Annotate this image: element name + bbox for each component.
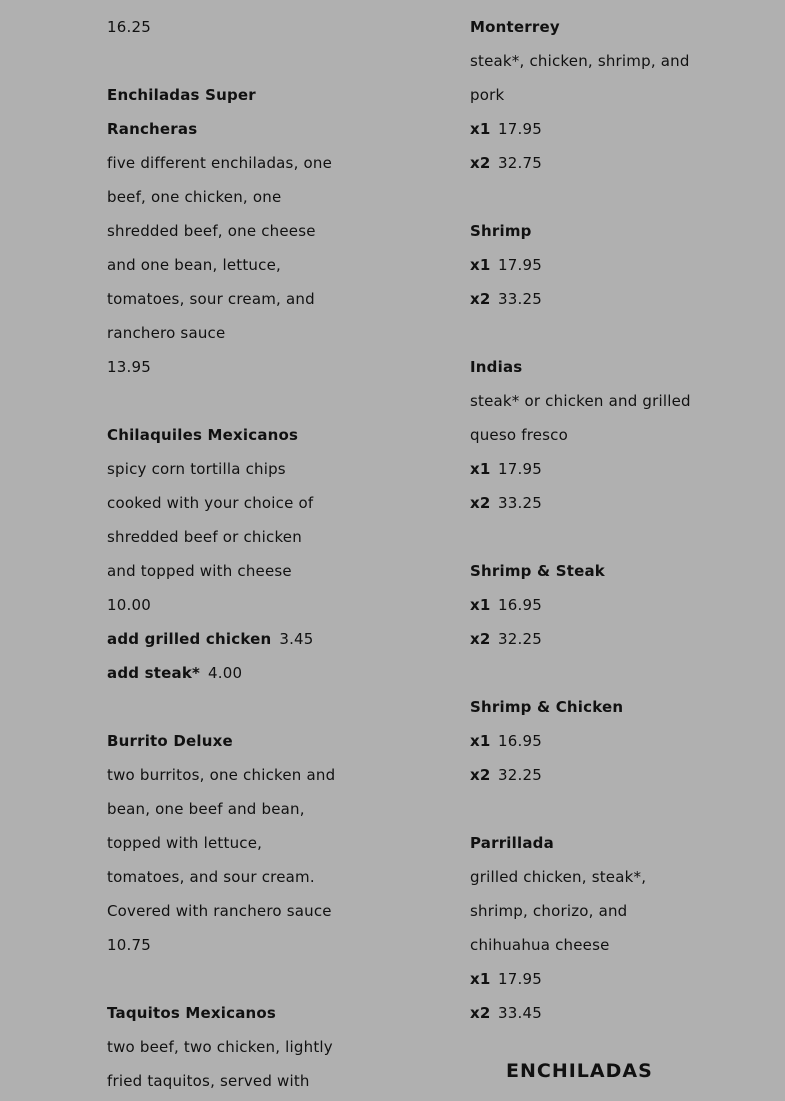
item-description: bean, one beef and bean, xyxy=(107,800,305,818)
addon-price: 3.45 xyxy=(279,630,314,648)
price-row xyxy=(470,724,685,758)
quantity-label: x1 xyxy=(470,256,491,274)
item-price: 16.25 xyxy=(107,18,151,36)
quantity-label: x1 xyxy=(470,596,491,614)
item-name: Indias xyxy=(470,358,523,376)
item-description: chihuahua cheese xyxy=(470,936,610,954)
item-name: Shrimp xyxy=(470,222,532,240)
item-price: 10.75 xyxy=(107,936,151,954)
quantity-label: x2 xyxy=(470,290,491,308)
item-description: shredded beef or chicken xyxy=(107,528,302,546)
price-row xyxy=(470,452,685,486)
price-row xyxy=(470,996,685,1030)
price-row xyxy=(470,588,685,622)
menu-right-column xyxy=(470,10,691,1030)
price: 16.95 xyxy=(498,596,542,614)
item-description: fried taquitos, served with xyxy=(107,1072,310,1090)
section-heading: ENCHILADAS xyxy=(506,1060,653,1082)
price-row xyxy=(470,962,685,996)
price: 17.95 xyxy=(498,460,542,478)
item-description: cooked with your choice of xyxy=(107,494,314,512)
item-price: 10.00 xyxy=(107,596,151,614)
addon-label: add steak* xyxy=(107,664,201,682)
price: 17.95 xyxy=(498,120,542,138)
quantity-label: x2 xyxy=(470,766,491,784)
item-name: Enchiladas Super xyxy=(107,86,256,104)
item-description: two beef, two chicken, lightly xyxy=(107,1038,333,1056)
price: 32.25 xyxy=(498,630,542,648)
quantity-label: x2 xyxy=(470,1004,491,1022)
item-description: shredded beef, one cheese xyxy=(107,222,316,240)
addon-label: add grilled chicken xyxy=(107,630,272,648)
price: 33.25 xyxy=(498,494,542,512)
price: 17.95 xyxy=(498,970,542,988)
item-description: tomatoes, sour cream, and xyxy=(107,290,315,308)
item-description: topped with lettuce, xyxy=(107,834,263,852)
price: 32.25 xyxy=(498,766,542,784)
item-name: Chilaquiles Mexicanos xyxy=(107,426,299,444)
item-price: 13.95 xyxy=(107,358,151,376)
item-name: Taquitos Mexicanos xyxy=(107,1004,277,1022)
item-description: five different enchiladas, one xyxy=(107,154,333,172)
price: 17.95 xyxy=(498,256,542,274)
item-description: pork xyxy=(470,86,505,104)
addon-row xyxy=(107,622,327,656)
item-description: two burritos, one chicken and xyxy=(107,766,336,784)
quantity-label: x2 xyxy=(470,630,491,648)
item-name: Rancheras xyxy=(107,120,198,138)
addon-row xyxy=(107,656,327,690)
item-name: Burrito Deluxe xyxy=(107,732,233,750)
item-description: and topped with cheese xyxy=(107,562,292,580)
item-description: ranchero sauce xyxy=(107,324,226,342)
quantity-label: x1 xyxy=(470,732,491,750)
quantity-label: x1 xyxy=(470,120,491,138)
quantity-label: x1 xyxy=(470,460,491,478)
item-name: Monterrey xyxy=(470,18,560,36)
price: 16.95 xyxy=(498,732,542,750)
item-description: steak* or chicken and grilled xyxy=(470,392,691,410)
item-description: and one bean, lettuce, xyxy=(107,256,281,274)
item-name: Shrimp & Chicken xyxy=(470,698,624,716)
item-name: Shrimp & Steak xyxy=(470,562,605,580)
price-row xyxy=(470,146,685,180)
item-description: tomatoes, and sour cream. xyxy=(107,868,315,886)
quantity-label: x1 xyxy=(470,970,491,988)
item-description: shrimp, chorizo, and xyxy=(470,902,628,920)
item-description: beef, one chicken, one xyxy=(107,188,282,206)
item-description: steak*, chicken, shrimp, and xyxy=(470,52,690,70)
item-description: grilled chicken, steak*, xyxy=(470,868,647,886)
addon-price: 4.00 xyxy=(208,664,243,682)
price: 33.25 xyxy=(498,290,542,308)
price: 33.45 xyxy=(498,1004,542,1022)
price-row xyxy=(470,248,685,282)
price-row xyxy=(470,758,685,792)
price-row xyxy=(470,112,685,146)
price: 32.75 xyxy=(498,154,542,172)
item-description: queso fresco xyxy=(470,426,569,444)
price-row xyxy=(470,282,685,316)
item-description: spicy corn tortilla chips xyxy=(107,460,286,478)
quantity-label: x2 xyxy=(470,494,491,512)
price-row xyxy=(470,486,685,520)
item-name: Parrillada xyxy=(470,834,554,852)
price-row xyxy=(470,622,685,656)
menu-left-column xyxy=(107,10,336,1098)
item-description: Covered with ranchero sauce xyxy=(107,902,332,920)
quantity-label: x2 xyxy=(470,154,491,172)
